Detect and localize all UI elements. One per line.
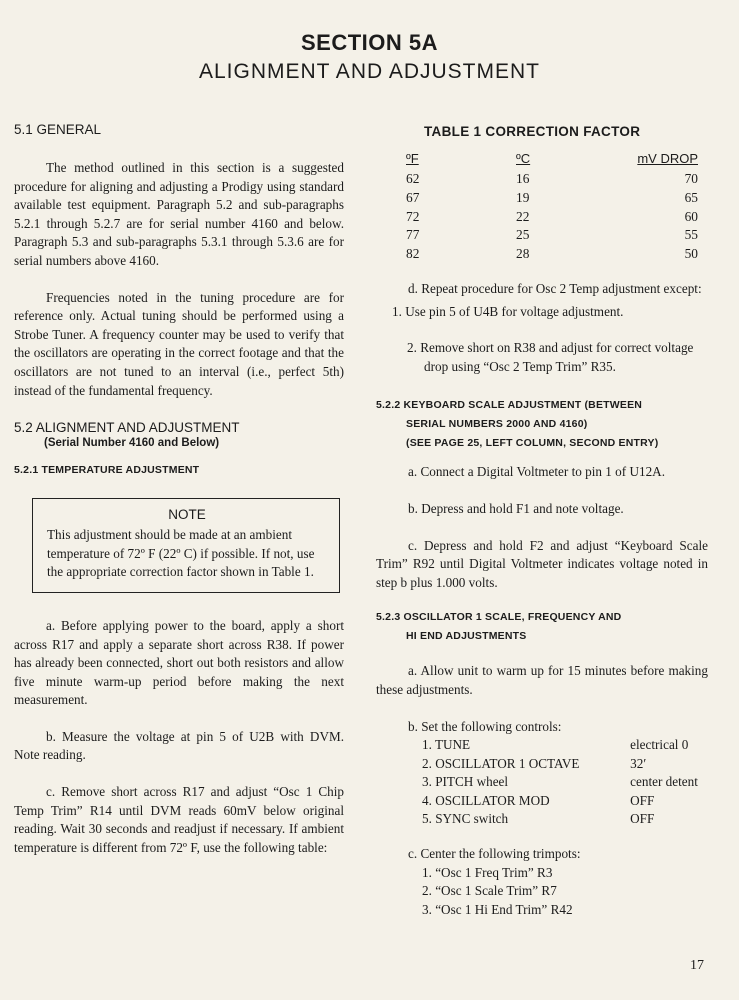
heading-5-2-3 [376, 608, 708, 646]
cell-f: 67 [406, 189, 420, 205]
control-name: 5. SYNC switch [422, 811, 509, 827]
list-item [422, 736, 718, 755]
cell-c: 25 [516, 227, 530, 243]
note-text: This adjustment should be made at an ambient temperature of 72º F (22º C) if possible. If not, use the appropriate correction factor shown in Table 1. [47, 527, 315, 580]
heading-5-2-2-line2: SERIAL NUMBERS 2000 AND 4160) [406, 418, 588, 431]
paragraph-general-2: Frequencies noted in the tuning procedure are for reference only. Actual tuning should be performed using a Strobe Tuner. A frequency counter may be used to verify that the oscillators are operating in the correct footage and that the oscillators are not tuned to an interval (i.e., perfect 5th) instead of the fundamental frequency. [14, 289, 344, 398]
cell-mv: 50 [684, 246, 698, 262]
keyboard-step-b: b. Depress and hold F1 and note voltage. [408, 500, 624, 516]
osc-step-a: a. Allow unit to warm up for 15 minutes before making these adjustments. [376, 663, 708, 697]
note-box [32, 498, 340, 593]
keyboard-step-c: c. Depress and hold F2 and adjust “Keyboard Scale Trim” R92 until Digital Voltmeter indicates voltage noted in step b plus 1.000 volts. [376, 537, 708, 590]
list-item: 3. “Osc 1 Hi End Trim” R42 [422, 901, 573, 917]
heading-5-2-2-line3: (SEE PAGE 25, LEFT COLUMN, SECOND ENTRY) [406, 437, 659, 450]
osc-step-c: c. Center the following trimpots: [408, 846, 581, 862]
cell-mv: 60 [684, 208, 698, 224]
correction-factor-table [406, 151, 706, 264]
list-item [422, 773, 718, 792]
control-name: 3. PITCH wheel [422, 774, 509, 790]
heading-5-2-3-line2: HI END ADJUSTMENTS [406, 630, 527, 643]
cell-mv: 65 [684, 189, 698, 205]
table-row [406, 170, 706, 189]
control-name: 4. OSCILLATOR MOD [422, 792, 550, 808]
list-item: 1. “Osc 1 Freq Trim” R3 [422, 864, 553, 880]
table-title: TABLE 1 CORRECTION FACTOR [424, 124, 641, 139]
note-title: NOTE [168, 507, 206, 523]
table-row [406, 226, 706, 245]
step-c: c. Remove short across R17 and adjust “Osc 1 Chip Temp Trim” R14 until DVM reads 60mV below original reading. Wait 30 seconds and readjust if necessary. If ambient temperature is different from 72º F, use the following table: [14, 784, 344, 855]
cell-mv: 70 [684, 171, 698, 186]
list-item: 2. “Osc 1 Scale Trim” R7 [422, 883, 557, 899]
cell-f: 82 [406, 246, 420, 262]
paragraph-general-1: The method outlined in this section is a suggested procedure for aligning and adjusting a Prodigy using standard available test equipment. Paragraph 5.2 and sub-paragraphs 5.2.1 through 5.2.7 are for serial number 4160 and below. Paragraph 5.3 and sub-paragraphs 5.3.1 through 5.3.6 are for serial numbers above 4160. [14, 160, 344, 268]
controls-list [422, 736, 718, 829]
cell-f: 77 [406, 227, 420, 243]
left-column [14, 118, 344, 857]
table-row [406, 189, 706, 208]
heading-5-2-2 [376, 396, 708, 453]
heading-5-2-1: 5.2.1 TEMPERATURE ADJUSTMENT [14, 464, 200, 477]
table-header-f: ºF [406, 151, 419, 166]
trimpot-list [422, 864, 708, 920]
cell-mv: 55 [684, 227, 698, 243]
list-item [422, 792, 718, 811]
cell-f: 62 [406, 171, 420, 186]
heading-5-2-3-line1: 5.2.3 OSCILLATOR 1 SCALE, FREQUENCY AND [376, 611, 622, 624]
heading-5-1: 5.1 GENERAL [14, 122, 102, 137]
right-column [376, 118, 708, 919]
section-number: SECTION 5A [300, 30, 439, 55]
list-item [422, 755, 718, 774]
page-title: ALIGNMENT AND ADJUSTMENT [199, 60, 540, 83]
step-d-1: 1. Use pin 5 of U4B for voltage adjustment. [392, 303, 624, 319]
table-row [406, 245, 706, 264]
cell-f: 72 [406, 208, 420, 224]
step-d-2: 2. Remove short on R38 and adjust for correct voltage drop using “Osc 2 Temp Trim” R35. [407, 340, 694, 374]
control-value: OFF [630, 792, 655, 808]
control-value: electrical 0 [630, 737, 689, 753]
control-value: OFF [630, 811, 655, 827]
control-value: center detent [630, 774, 698, 790]
cell-c: 19 [516, 189, 530, 205]
table-header-c: ºC [516, 151, 531, 166]
table-row [406, 208, 706, 227]
control-name: 2. OSCILLATOR 1 OCTAVE [422, 755, 580, 771]
heading-5-2-2-line1: 5.2.2 KEYBOARD SCALE ADJUSTMENT (BETWEEN [376, 399, 643, 412]
cell-c: 28 [516, 246, 530, 262]
control-name: 1. TUNE [422, 737, 471, 753]
page-number: 17 [690, 958, 704, 973]
cell-c: 22 [516, 208, 530, 224]
table-header-mv: mV DROP [637, 151, 698, 166]
step-a: a. Before applying power to the board, apply a short across R17 and apply a separate short across R38. If power has already been connected, short out both resistors and allow five minute warm-up period before making the next measurement. [14, 617, 344, 708]
step-d: d. Repeat procedure for Osc 2 Temp adjustment except: [408, 280, 702, 296]
control-value: 32′ [630, 755, 647, 771]
keyboard-step-a: a. Connect a Digital Voltmeter to pin 1 of U12A. [408, 464, 665, 480]
heading-5-2-subtitle: (Serial Number 4160 and Below) [44, 437, 220, 450]
cell-c: 16 [516, 171, 530, 186]
step-b: b. Measure the voltage at pin 5 of U2B with DVM. Note reading. [14, 728, 344, 763]
list-item [422, 810, 718, 829]
osc-step-b: b. Set the following controls: [408, 718, 562, 734]
heading-5-2: 5.2 ALIGNMENT AND ADJUSTMENT [14, 420, 240, 436]
